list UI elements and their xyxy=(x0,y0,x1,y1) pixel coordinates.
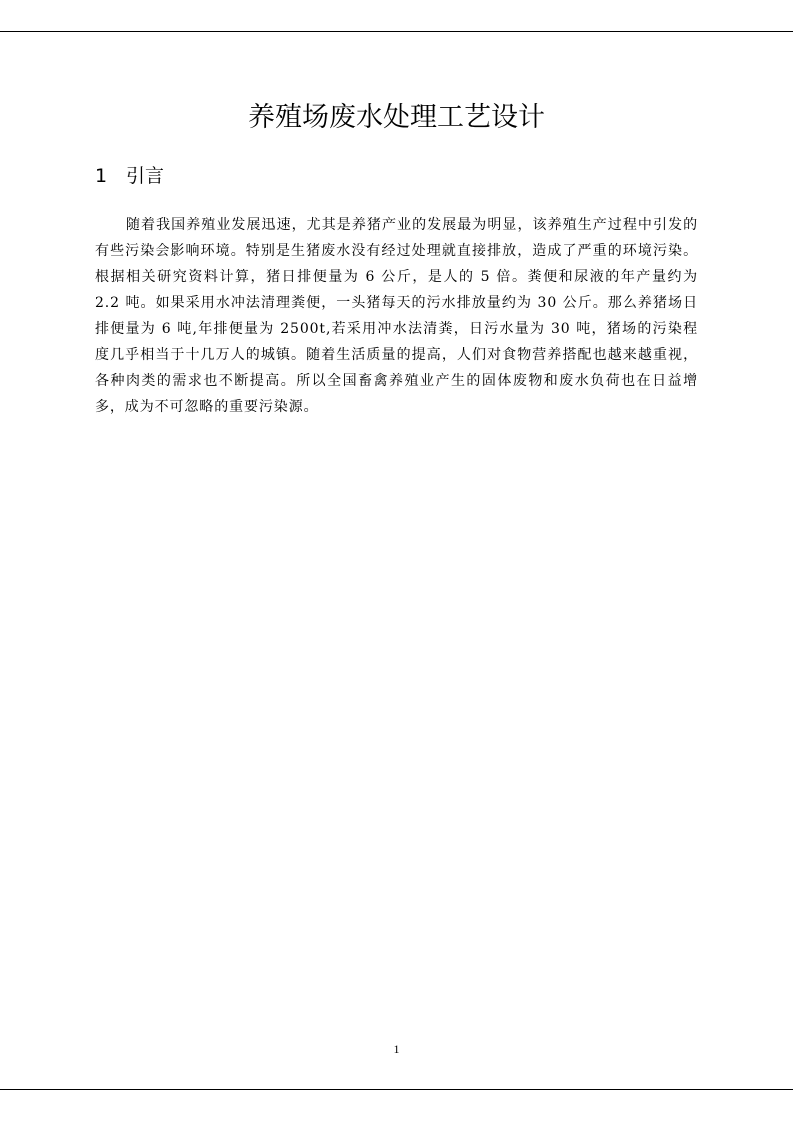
section-number: 1 xyxy=(95,165,108,187)
footer-rule xyxy=(0,1089,793,1090)
body-paragraph: 随着我国养殖业发展迅速，尤其是养猪产业的发展最为明显，该养殖生产过程中引发的有些污染会影响环境。特别是生猪废水没有经过处理就直接排放，造成了严重的环境污染。根据相关研究资料计算，猪日排便量为 6 公斤，是人的 5 倍。粪便和尿液的年产量约为 2.2 吨。如果采用水冲法清理粪便，一头猪每天的污水排放量约为 30 公斤。那么养猪场日排便量为 6 吨,年排便量为 2500t,若采用冲水法清粪，日污水量为 30 吨，猪场的污染程度几乎相当于十几万人的城镇。随着生活质量的提高，人们对食物营养搭配也越来越重视，各种肉类的需求也不断提高。所以全国畜禽养殖业产生的固体废物和废水负荷也在日益增多，成为不可忽略的重要污染源。 xyxy=(95,217,698,415)
page-number: 1 xyxy=(393,1042,400,1056)
section-title: 引言 xyxy=(126,165,165,187)
document-title: 养殖场废水处理工艺设计 xyxy=(248,102,545,133)
header-rule xyxy=(0,31,793,32)
section-heading xyxy=(95,162,164,190)
